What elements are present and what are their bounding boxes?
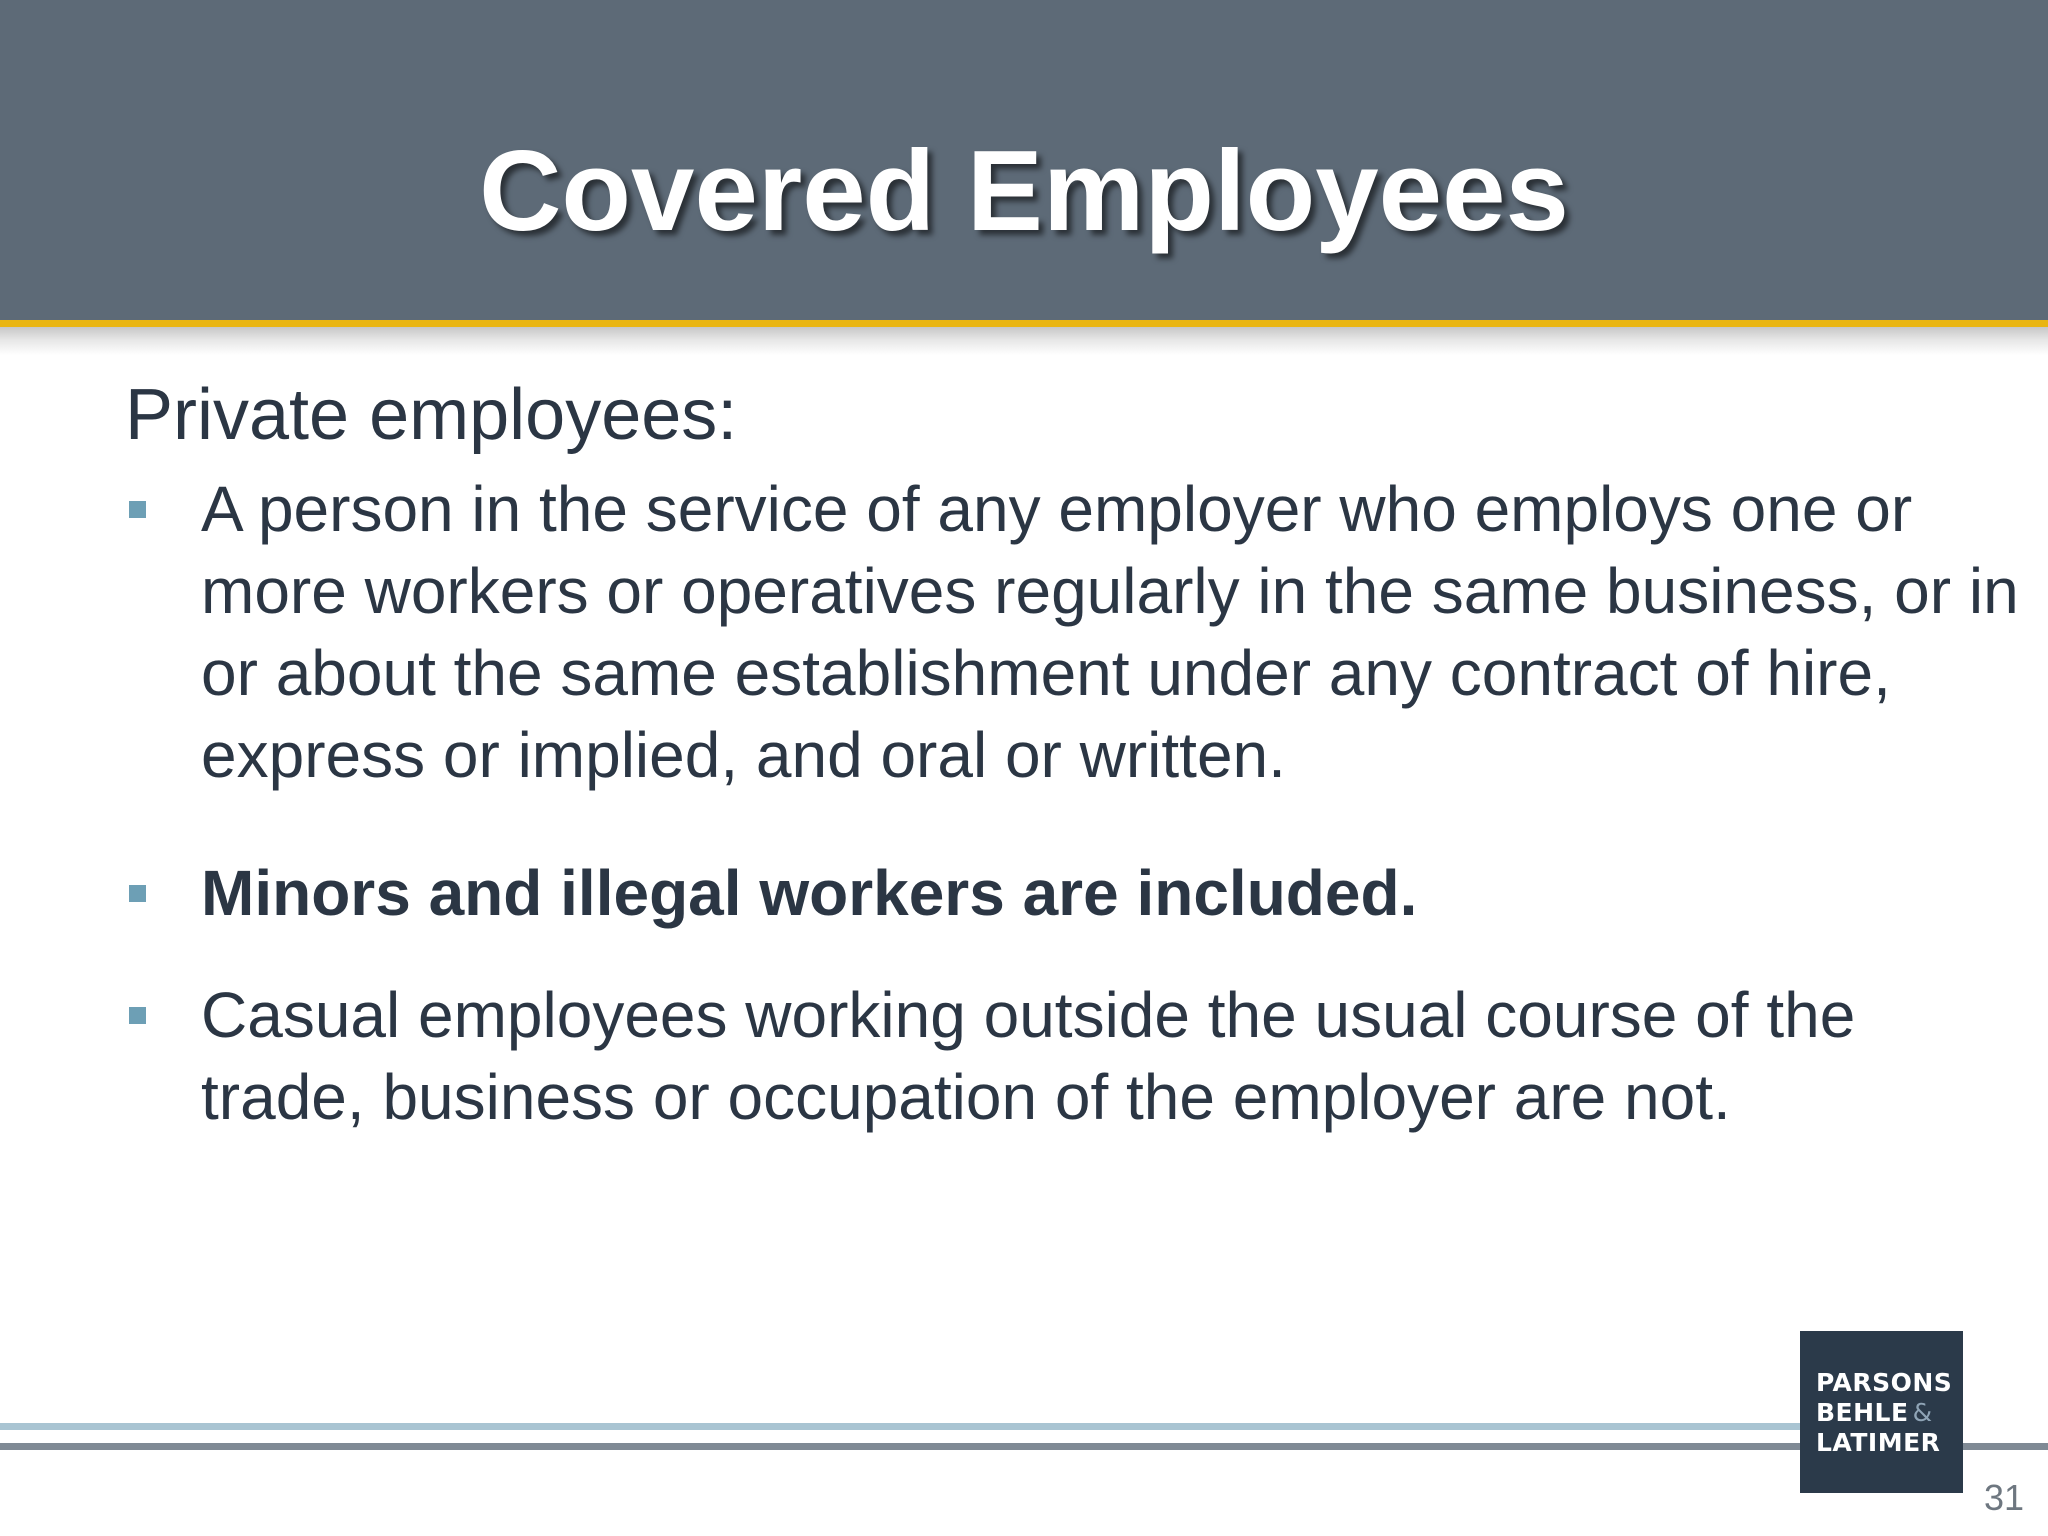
bullet-text: Casual employees working outside the usual course of the trade, business or occupation of the employer are not. <box>201 979 1856 1133</box>
logo-word-behle: BEHLE <box>1816 1398 1909 1427</box>
logo-line-2 <box>1816 1398 1963 1428</box>
title-accent-line <box>0 320 2048 327</box>
square-bullet-icon <box>129 885 146 902</box>
slide-title: Covered Employees <box>479 128 1569 255</box>
logo-line-3: LATIMER <box>1816 1428 1941 1457</box>
page-number: 31 <box>1983 1477 2024 1518</box>
title-bar <box>0 0 2048 320</box>
logo-line-1: PARSONS <box>1816 1368 1953 1397</box>
company-logo <box>1800 1331 1963 1493</box>
section-heading: Private employees: <box>125 375 738 455</box>
bullet-item <box>125 974 2031 1138</box>
bullet-text: Minors and illegal workers are included. <box>201 857 1418 929</box>
square-bullet-icon <box>129 1007 146 1024</box>
square-bullet-icon <box>129 501 146 518</box>
bullet-item <box>125 852 2031 934</box>
bullet-item <box>125 468 2031 796</box>
slide-content <box>125 370 2019 1138</box>
bullet-list <box>125 468 2019 1138</box>
footer-line-light <box>0 1423 1800 1430</box>
logo-ampersand: & <box>1912 1398 1933 1427</box>
title-shadow <box>0 327 2048 355</box>
footer-line-dark <box>0 1443 2048 1450</box>
bullet-text: A person in the service of any employer who employs one or more workers or operatives regularly in the same business, or in or about the same establishment under any contract of hire, express or implied, and oral or written. <box>201 473 2019 791</box>
